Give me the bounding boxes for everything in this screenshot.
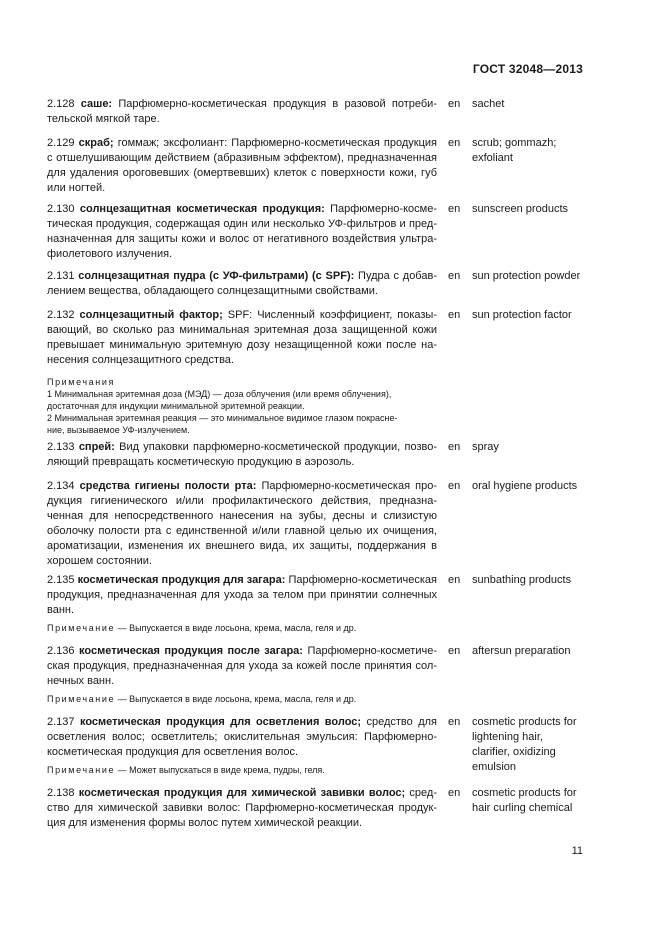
term-name: скраб; (78, 137, 114, 149)
language-code: en (448, 645, 461, 657)
term-number: 2.135 (47, 574, 78, 586)
definition-line: ская продукция, предназначенная для ухода за кожей после принятия сол- (47, 660, 437, 672)
language-code: en (448, 137, 461, 149)
equivalent-line: clarifier, oxidizing (472, 746, 556, 758)
definition-line (47, 440, 437, 455)
definition-line (47, 136, 437, 151)
language-code: en (448, 716, 461, 728)
language-code: en (448, 574, 461, 586)
definition-text: SPF: Численный коэффициент, показы- (222, 309, 437, 321)
equivalent-line: emulsion (472, 761, 517, 773)
term-number: 2.136 (47, 645, 80, 657)
definition-line: ванн. (47, 604, 75, 616)
language-code: en (448, 480, 461, 492)
term-name: косметическая продукция для осветления волос; (79, 716, 362, 728)
note-line: 1 Минимальная эритемная доза (МЭД) — доза облучения (или время облучения), (47, 389, 392, 399)
term-definition (47, 479, 437, 569)
definition-line (47, 573, 437, 588)
english-equivalent (472, 269, 592, 284)
note-title: Примечания (47, 377, 115, 387)
definition-text: Парфюмерно-косметическая продукция в разовой потреби- (112, 98, 437, 110)
definition-line: оболочку полости рта с единственной и/или главной целью их очищения, (47, 525, 437, 537)
definition-text: Парфюмерно-косметическая про- (256, 480, 437, 492)
definition-line: ляющий превращать косметическую продукцию в аэрозоль. (47, 456, 355, 468)
term-name: косметическая продукция после загара: (79, 645, 303, 657)
term-number: 2.133 (47, 441, 79, 453)
definition-line: осветления волос; осветлитель; окислительная эмульсия: Парфюмерно- (47, 731, 437, 743)
term-number: 2.134 (47, 480, 80, 492)
definition-text: Парфюмерно-косметическая (285, 574, 437, 586)
definition-line: или ногтей. (47, 182, 106, 194)
definition-line: несения солнцезащитного средства. (47, 354, 234, 366)
equivalent-line: sunscreen products (472, 203, 568, 215)
definition-text: средство для (361, 716, 437, 728)
note-line: 2 Минимальная эритемная реакция — это минимальное видимое глазом покрасне- (47, 413, 398, 423)
term-note (47, 622, 447, 634)
term-definition (47, 573, 437, 618)
document-code: ГОСТ 32048—2013 (472, 62, 583, 76)
definition-line: продукция, предназначенная для ухода за телом при принятии солнечных (47, 589, 437, 601)
language-code: en (448, 787, 461, 799)
term-name: солнцезащитная пудра (с УФ-фильтрами) (с SPF): (78, 270, 355, 282)
note-line: достаточная для индукции минимальной эритемной реакции. (47, 401, 305, 411)
equivalent-line: spray (472, 441, 499, 453)
equivalent-line: exfoliant (472, 152, 513, 164)
definition-line: ство для химической завивки волос: Парфюмерно-косметическая продук- (47, 802, 437, 814)
definition-text: сред- (405, 787, 437, 799)
definition-line: ченная для непосредственного нанесения на зубы, десны и слизистую (47, 510, 437, 522)
term-note (47, 764, 447, 776)
term-name: косметическая продукция для химической завивки волос; (78, 787, 406, 799)
definition-line: косметическая продукция для осветления волос. (47, 746, 299, 758)
definition-line (47, 644, 437, 659)
term-name: солнцезащитный фактор; (79, 309, 223, 321)
equivalent-line: cosmetic products for (472, 787, 577, 799)
equivalent-line: cosmetic products for (472, 716, 577, 728)
language-code: en (448, 98, 461, 110)
term-name: солнцезащитная косметическая продукция: (79, 203, 325, 215)
language-code: en (448, 270, 461, 282)
definition-line: с отшелушивающим действием (абразивным эффектом), предназначенная (47, 152, 437, 164)
term-name: саше: (80, 98, 113, 110)
term-name: средства гигиены полости рта: (79, 480, 257, 492)
term-definition (47, 308, 437, 368)
definition-line (47, 479, 437, 494)
note-title: Примечание (47, 765, 116, 775)
term-number: 2.137 (47, 716, 80, 728)
equivalent-line: sunbathing products (472, 574, 572, 586)
definition-line: дукция гигиенического и/или профилактического действия, предназна- (47, 495, 437, 507)
term-number: 2.132 (47, 309, 80, 321)
equivalent-line: sachet (472, 98, 505, 110)
note-text: — Выпускается в виде лосьона, крема, масла, геля и др. (115, 623, 357, 633)
term-definition (47, 269, 437, 299)
english-equivalent (472, 202, 592, 217)
term-definition (47, 202, 437, 262)
term-name: косметическая продукция для загара: (77, 574, 286, 586)
term-definition (47, 786, 437, 831)
note-line: ние, вызываемое УФ-излучением. (47, 425, 190, 435)
term-number: 2.128 (47, 98, 81, 110)
term-number: 2.130 (47, 203, 80, 215)
term-number: 2.131 (47, 270, 79, 282)
definition-line (47, 786, 437, 801)
note-title: Примечание (47, 623, 116, 633)
definition-line: превышает минимальную эритемную дозу незащищенной кожи после на- (47, 339, 437, 351)
english-equivalent (472, 440, 592, 455)
definition-line: вающий, во сколько раз минимальная эритемная доза защищенной кожи (47, 324, 437, 336)
equivalent-line: sun protection factor (472, 309, 572, 321)
equivalent-line: aftersun preparation (472, 645, 571, 657)
definition-line: фиолетового излучения. (47, 248, 173, 260)
term-note (47, 376, 447, 436)
definition-line (47, 97, 437, 112)
english-equivalent (472, 573, 592, 588)
term-number: 2.138 (47, 787, 79, 799)
definition-line: нечных ванн. (47, 675, 115, 687)
definition-text: гоммаж; эксфолиант: Парфюмерно-косметическая продукция (113, 137, 437, 149)
equivalent-line: sun protection powder (472, 270, 581, 282)
definition-text: Парфюмерно-косме- (324, 203, 437, 215)
definition-line: ароматизации, изменения их внешнего вида, их защиты, поддержания в (47, 540, 437, 552)
note-text: — Может выпускаться в виде крема, пудры, геля. (115, 765, 325, 775)
term-definition (47, 644, 437, 689)
definition-line (47, 269, 437, 284)
equivalent-line: lightening hair, (472, 731, 543, 743)
term-definition (47, 715, 437, 760)
term-definition (47, 136, 437, 196)
term-number: 2.129 (47, 137, 79, 149)
term-definition (47, 440, 437, 470)
definition-line: лением вещества, обладающего солнцезащитными свойствами. (47, 285, 378, 297)
definition-text: Пудра с добав- (354, 270, 437, 282)
definition-text: Вид упаковки парфюмерно-косметической продукции, позво- (114, 441, 437, 453)
definition-line: тельской мягкой таре. (47, 113, 160, 125)
definition-line (47, 308, 437, 323)
term-note (47, 693, 447, 705)
definition-line: назначенная для защиты кожи и волос от негативного воздействия ультра- (47, 233, 437, 245)
note-text: — Выпускается в виде лосьона, крема, масла, геля и др. (115, 694, 357, 704)
english-equivalent (472, 479, 592, 494)
definition-line (47, 715, 437, 730)
english-equivalent (472, 786, 592, 816)
term-name: спрей: (78, 441, 115, 453)
definition-line: тическая продукция, содержащая один или несколько УФ-фильтров и пред- (47, 218, 437, 230)
definition-line: хорошем состоянии. (47, 555, 152, 567)
definition-line (47, 202, 437, 217)
language-code: en (448, 309, 461, 321)
english-equivalent (472, 136, 592, 166)
definition-line: для удаления ороговевших (омертвевших) клеток с поверхности кожи, губ (47, 167, 437, 179)
equivalent-line: scrub; gommazh; (472, 137, 557, 149)
english-equivalent (472, 644, 592, 659)
equivalent-line: oral hygiene products (472, 480, 578, 492)
english-equivalent (472, 97, 592, 112)
language-code: en (448, 203, 461, 215)
term-definition (47, 97, 437, 127)
english-equivalent (472, 715, 592, 775)
language-code: en (448, 441, 461, 453)
page-number: 11 (571, 845, 583, 857)
equivalent-line: hair curling chemical (472, 802, 573, 814)
english-equivalent (472, 308, 592, 323)
definition-line: ция для изменения формы волос путем химической реакции. (47, 817, 363, 829)
note-title: Примечание (47, 694, 116, 704)
definition-text: Парфюмерно-косметиче- (302, 645, 437, 657)
